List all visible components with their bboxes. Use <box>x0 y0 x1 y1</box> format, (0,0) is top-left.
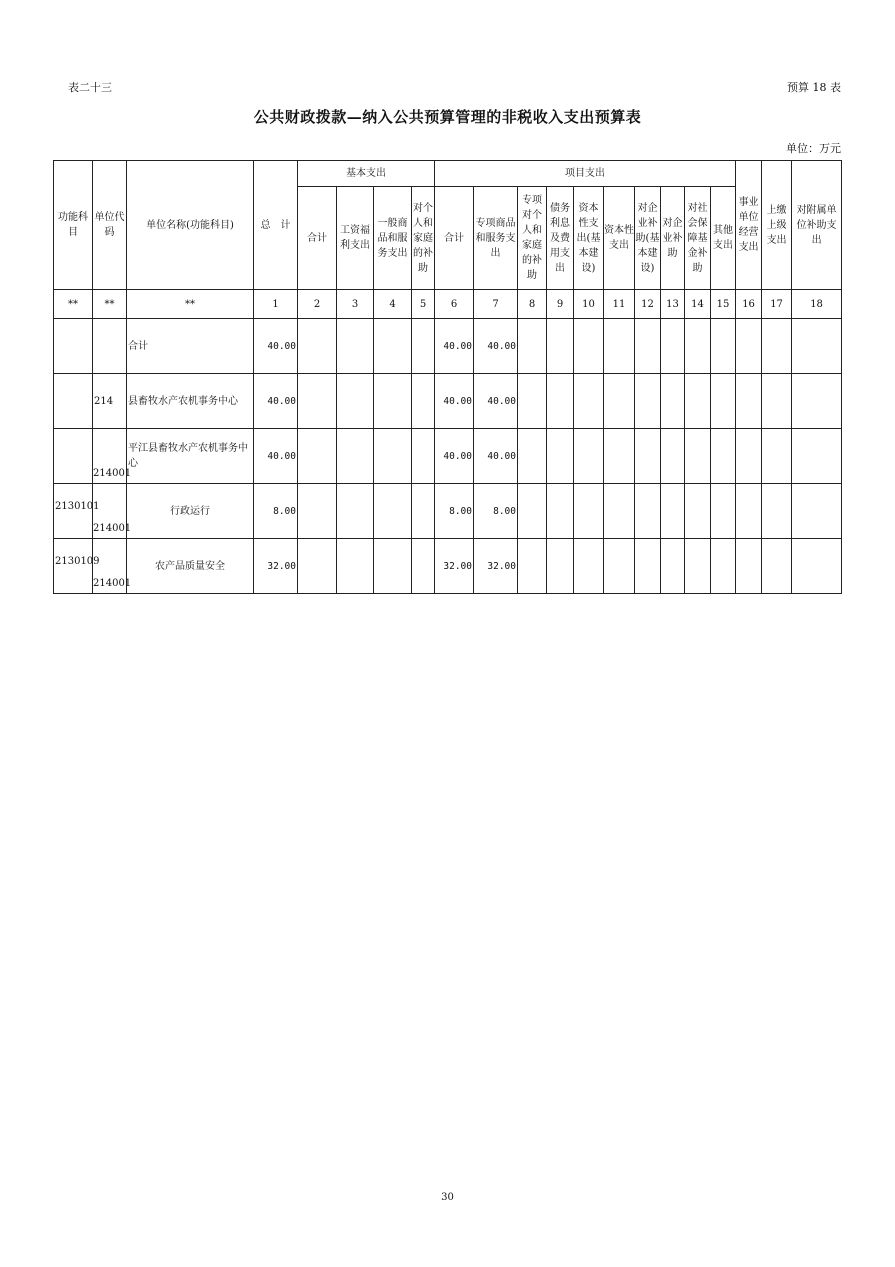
project-goods-cell: 8.00 <box>474 484 518 539</box>
header-upper: 上缴上级支出 <box>762 161 792 290</box>
empty-cell <box>685 539 711 594</box>
empty-cell <box>762 319 792 374</box>
func-code-cell: 2130101 <box>54 484 93 539</box>
table-row <box>54 429 842 484</box>
basic-cell <box>337 319 374 374</box>
empty-cell <box>635 484 661 539</box>
project-total-cell: 8.00 <box>435 484 474 539</box>
unit-name-cell: 平江县畜牧水产农机事务中心 <box>127 429 254 484</box>
index-cell: ** <box>127 290 254 319</box>
empty-cell <box>574 374 604 429</box>
header-project-other: 其他支出 <box>711 187 736 290</box>
page-number: 30 <box>441 1192 454 1203</box>
empty-cell <box>792 374 842 429</box>
budget-table-label: 预算 18 表 <box>787 81 841 94</box>
index-cell: 6 <box>435 290 474 319</box>
empty-cell <box>661 374 685 429</box>
total-cell: 40.00 <box>254 429 298 484</box>
empty-cell <box>711 539 736 594</box>
basic-cell <box>374 429 412 484</box>
empty-cell <box>518 429 547 484</box>
header-project-capital-infra: 资本性支出(基本建设) <box>574 187 604 290</box>
project-total-cell: 32.00 <box>435 539 474 594</box>
project-total-cell: 40.00 <box>435 319 474 374</box>
unit-code-cell <box>93 319 127 374</box>
header-basic-individual: 对个人和家庭的补助 <box>412 187 435 290</box>
basic-cell <box>298 319 337 374</box>
empty-cell <box>547 539 574 594</box>
empty-cell <box>685 319 711 374</box>
table-row <box>54 374 842 429</box>
basic-cell <box>374 539 412 594</box>
empty-cell <box>736 374 762 429</box>
unit-name-cell: 合计 <box>127 319 254 374</box>
budget-table <box>53 160 842 594</box>
header-project-social-security: 对社会保障基金补助 <box>685 187 711 290</box>
index-cell: 9 <box>547 290 574 319</box>
header-project-individual: 专项对个人和家庭的补助 <box>518 187 547 290</box>
empty-cell <box>518 319 547 374</box>
empty-cell <box>604 539 635 594</box>
unit-code-cell: 214001 <box>93 429 127 484</box>
empty-cell <box>574 319 604 374</box>
index-cell: 7 <box>474 290 518 319</box>
header-index-row <box>54 290 842 319</box>
empty-cell <box>604 429 635 484</box>
header-total: 总 计 <box>254 161 298 290</box>
func-code-cell <box>54 374 93 429</box>
index-cell: ** <box>93 290 127 319</box>
index-cell: 18 <box>792 290 842 319</box>
header-project-total: 合计 <box>435 187 474 290</box>
empty-cell <box>574 539 604 594</box>
empty-cell <box>762 484 792 539</box>
basic-cell <box>298 539 337 594</box>
unit-code-cell: 214 <box>93 374 127 429</box>
page-title: 公共财政拨款—纳入公共预算管理的非税收入支出预算表 <box>253 108 642 126</box>
empty-cell <box>661 539 685 594</box>
unit-name-cell: 行政运行 <box>127 484 254 539</box>
total-cell: 32.00 <box>254 539 298 594</box>
empty-cell <box>635 539 661 594</box>
empty-cell <box>635 319 661 374</box>
empty-cell <box>736 539 762 594</box>
empty-cell <box>792 319 842 374</box>
header-func-code: 功能科目 <box>54 161 93 290</box>
index-cell: 15 <box>711 290 736 319</box>
basic-cell <box>412 429 435 484</box>
basic-cell <box>337 539 374 594</box>
header-basic-total: 合计 <box>298 187 337 290</box>
unit-code-cell: 214001 <box>93 484 127 539</box>
header-unit-name: 单位名称(功能科目) <box>127 161 254 290</box>
empty-cell <box>685 374 711 429</box>
unit-code-cell: 214001 <box>93 539 127 594</box>
empty-cell <box>685 429 711 484</box>
empty-cell <box>792 484 842 539</box>
index-cell: 12 <box>635 290 661 319</box>
table-row <box>54 539 842 594</box>
empty-cell <box>736 429 762 484</box>
empty-cell <box>661 429 685 484</box>
table-number-label: 表二十三 <box>68 81 112 94</box>
index-cell: 3 <box>337 290 374 319</box>
basic-cell <box>374 484 412 539</box>
empty-cell <box>792 539 842 594</box>
basic-cell <box>412 539 435 594</box>
basic-cell <box>374 319 412 374</box>
header-project-capital: 资本性支出 <box>604 187 635 290</box>
empty-cell <box>736 319 762 374</box>
empty-cell <box>547 319 574 374</box>
empty-cell <box>604 319 635 374</box>
index-cell: 14 <box>685 290 711 319</box>
func-code-cell <box>54 429 93 484</box>
index-cell: ** <box>54 290 93 319</box>
basic-cell <box>298 484 337 539</box>
index-cell: 17 <box>762 290 792 319</box>
header-project-enterprise: 对企业补助 <box>661 187 685 290</box>
func-code-cell <box>54 319 93 374</box>
empty-cell <box>661 319 685 374</box>
unit-name-cell: 县畜牧水产农机事务中心 <box>127 374 254 429</box>
empty-cell <box>635 374 661 429</box>
basic-cell <box>412 484 435 539</box>
header-project-group: 项目支出 <box>435 161 736 187</box>
project-total-cell: 40.00 <box>435 374 474 429</box>
header-basic-wages: 工资福利支出 <box>337 187 374 290</box>
empty-cell <box>547 374 574 429</box>
basic-cell <box>337 374 374 429</box>
total-cell: 8.00 <box>254 484 298 539</box>
basic-cell <box>412 319 435 374</box>
header-row-group <box>54 161 842 187</box>
header-project-enterprise-infra: 对企业补助(基本建设) <box>635 187 661 290</box>
empty-cell <box>574 484 604 539</box>
basic-cell <box>298 429 337 484</box>
empty-cell <box>661 484 685 539</box>
total-cell: 40.00 <box>254 319 298 374</box>
project-goods-cell: 40.00 <box>474 429 518 484</box>
project-goods-cell: 32.00 <box>474 539 518 594</box>
index-cell: 4 <box>374 290 412 319</box>
func-code-cell: 2130109 <box>54 539 93 594</box>
table-row <box>54 319 842 374</box>
empty-cell <box>574 429 604 484</box>
index-cell: 8 <box>518 290 547 319</box>
index-cell: 11 <box>604 290 635 319</box>
empty-cell <box>518 539 547 594</box>
empty-cell <box>711 429 736 484</box>
empty-cell <box>604 374 635 429</box>
empty-cell <box>547 484 574 539</box>
index-cell: 16 <box>736 290 762 319</box>
empty-cell <box>518 484 547 539</box>
basic-cell <box>298 374 337 429</box>
empty-cell <box>711 374 736 429</box>
empty-cell <box>792 429 842 484</box>
index-cell: 1 <box>254 290 298 319</box>
unit-label: 单位：万元 <box>786 142 841 155</box>
header-project-interest: 债务利息及费用支出 <box>547 187 574 290</box>
header-operating: 事业单位经营支出 <box>736 161 762 290</box>
empty-cell <box>736 484 762 539</box>
project-goods-cell: 40.00 <box>474 374 518 429</box>
empty-cell <box>762 539 792 594</box>
header-subsidiary: 对附属单位补助支出 <box>792 161 842 290</box>
project-total-cell: 40.00 <box>435 429 474 484</box>
index-cell: 2 <box>298 290 337 319</box>
index-cell: 5 <box>412 290 435 319</box>
empty-cell <box>547 429 574 484</box>
basic-cell <box>412 374 435 429</box>
empty-cell <box>762 429 792 484</box>
unit-name-cell: 农产品质量安全 <box>127 539 254 594</box>
basic-cell <box>374 374 412 429</box>
empty-cell <box>711 484 736 539</box>
header-basic-goods: 一般商品和服务支出 <box>374 187 412 290</box>
empty-cell <box>635 429 661 484</box>
empty-cell <box>604 484 635 539</box>
project-goods-cell: 40.00 <box>474 319 518 374</box>
empty-cell <box>685 484 711 539</box>
empty-cell <box>762 374 792 429</box>
basic-cell <box>337 429 374 484</box>
total-cell: 40.00 <box>254 374 298 429</box>
index-cell: 13 <box>661 290 685 319</box>
empty-cell <box>518 374 547 429</box>
header-basic-group: 基本支出 <box>298 161 435 187</box>
table-row <box>54 484 842 539</box>
header-project-goods: 专项商品和服务支出 <box>474 187 518 290</box>
basic-cell <box>337 484 374 539</box>
header-unit-code: 单位代码 <box>93 161 127 290</box>
index-cell: 10 <box>574 290 604 319</box>
empty-cell <box>711 319 736 374</box>
